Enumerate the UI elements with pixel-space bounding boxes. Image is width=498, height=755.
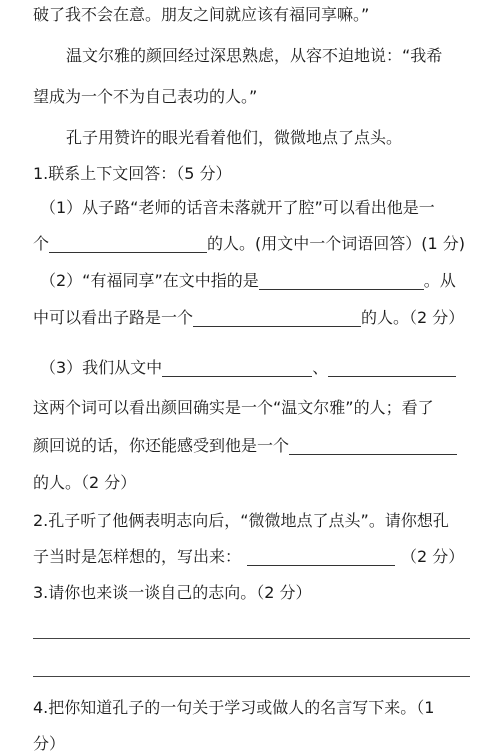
question-1-part-3-line-c bbox=[33, 435, 474, 457]
question-1-part-3-line-a bbox=[40, 357, 474, 379]
q1p2b-prefix: 中可以看出子路是一个 bbox=[33, 308, 194, 327]
question-2-line-a: 2.孔子听了他俩表明志向后，“微微地点了点头”。请你想孔 bbox=[33, 511, 449, 530]
q1p3-prefix: （3）我们从文中 bbox=[40, 358, 163, 377]
passage-line-3: 望成为一个不为自己表功的人。” bbox=[33, 87, 258, 106]
question-1-part-1-line-b bbox=[33, 233, 474, 255]
question-1-part-3-line-d: 的人。（2 分） bbox=[33, 473, 137, 492]
q1p1-prefix: 个 bbox=[33, 234, 50, 253]
q1p1-suffix: 的人。(用文中一个词语回答）(1 分) bbox=[207, 234, 466, 253]
q2-prefix: 子当时是怎样想的，写出来： bbox=[33, 547, 242, 566]
answer-line-1[interactable] bbox=[33, 638, 470, 639]
question-1-part-2-line-a bbox=[40, 270, 474, 292]
answer-blank-7[interactable] bbox=[247, 549, 395, 566]
question-4-line-b: 分） bbox=[33, 734, 66, 753]
q1p2-suffix: 。从 bbox=[423, 271, 456, 290]
question-2-line-b bbox=[33, 546, 474, 568]
q1p2b-suffix: 的人。（2 分） bbox=[361, 308, 465, 327]
passage-line-2: 温文尔雅的颜回经过深思熟虑，从容不迫地说：“我希 bbox=[66, 46, 443, 65]
q1p3c-prefix: 颜回说的话，你还能感受到他是一个 bbox=[33, 436, 290, 455]
question-1-part-2-line-b bbox=[33, 307, 474, 329]
question-4-line-a: 4.把你知道孔子的一句关于学习或做人的名言写下来。（1 bbox=[33, 698, 435, 717]
q2-suffix: （2 分） bbox=[401, 547, 465, 566]
q1p3-separator: 、 bbox=[312, 358, 329, 377]
answer-blank-6[interactable] bbox=[289, 438, 457, 455]
answer-blank-4[interactable] bbox=[162, 360, 312, 377]
question-1-part-1-line-a: （1）从子路“老师的话音未落就开了腔”可以看出他是一 bbox=[40, 198, 435, 217]
question-1-title: 1.联系上下文回答：（5 分） bbox=[33, 164, 232, 183]
passage-line-1: 破了我不会在意。朋友之间就应该有福同享嘛。” bbox=[33, 5, 370, 24]
question-3-title: 3.请你也来谈一谈自己的志向。（2 分） bbox=[33, 583, 312, 602]
passage-line-4: 孔子用赞许的眼光看着他们，微微地点了点头。 bbox=[66, 128, 403, 147]
answer-blank-2[interactable] bbox=[259, 273, 424, 290]
answer-blank-3[interactable] bbox=[193, 310, 361, 327]
answer-blank-1[interactable] bbox=[49, 236, 207, 253]
question-1-part-3-line-b: 这两个词可以看出颜回确实是一个“温文尔雅”的人；看了 bbox=[33, 398, 434, 417]
q1p2-prefix: （2）“有福同享”在文中指的是 bbox=[40, 271, 259, 290]
answer-line-2[interactable] bbox=[33, 676, 470, 677]
answer-blank-5[interactable] bbox=[328, 360, 456, 377]
